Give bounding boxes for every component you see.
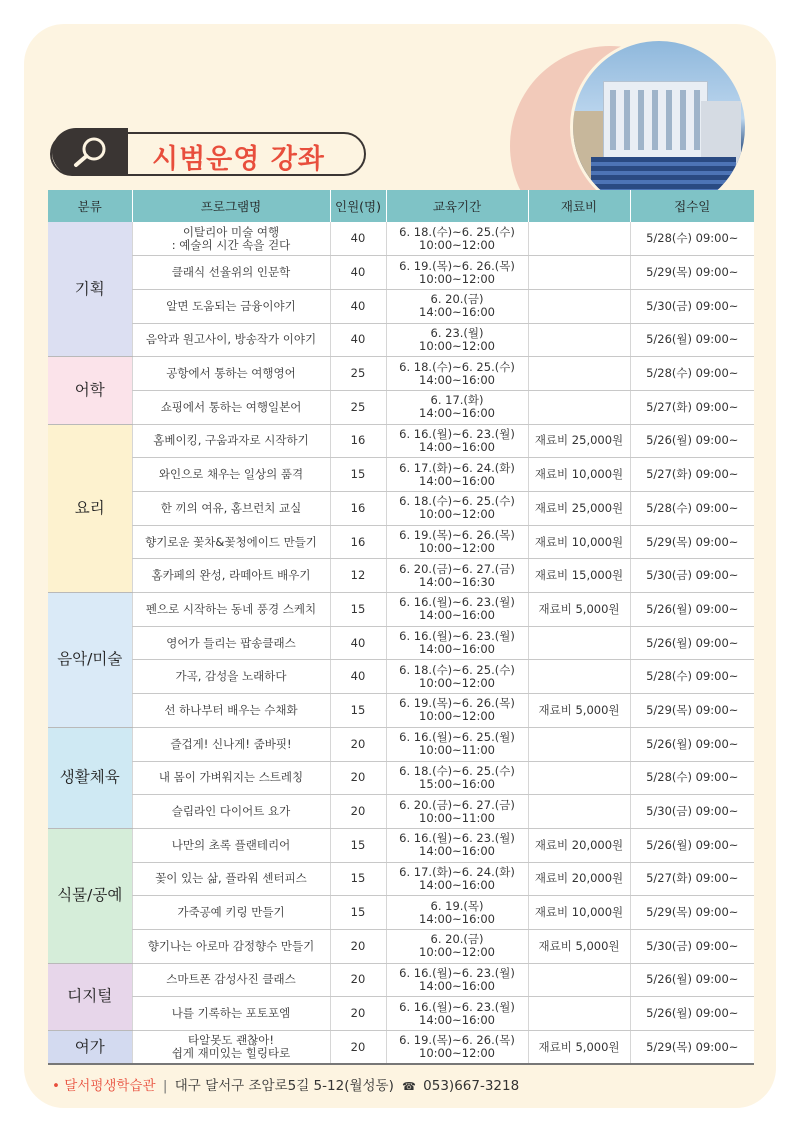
program-name <box>132 492 330 526</box>
material-fee <box>528 660 630 694</box>
period-line: 6. 17.(화) <box>430 393 484 408</box>
register-date: 5/26(월) 09:00~ <box>630 828 754 862</box>
table-row <box>48 896 754 930</box>
material-fee <box>528 289 630 323</box>
capacity: 40 <box>330 323 386 357</box>
footer-phone: 053)667-3218 <box>423 1078 520 1094</box>
period-line: 14:00~16:00 <box>419 439 495 454</box>
capacity: 40 <box>330 660 386 694</box>
capacity: 15 <box>330 896 386 930</box>
period <box>386 1031 528 1065</box>
category-cell: 기획 <box>48 222 132 357</box>
footer-organization: 달서평생학습관 <box>64 1078 156 1094</box>
material-fee: 재료비 10,000원 <box>528 525 630 559</box>
period-line: 14:00~16:00 <box>419 473 495 488</box>
register-date: 5/29(목) 09:00~ <box>630 694 754 728</box>
period <box>386 593 528 627</box>
register-date: 5/28(수) 09:00~ <box>630 492 754 526</box>
period <box>386 559 528 593</box>
period <box>386 492 528 526</box>
period <box>386 357 528 391</box>
table-row <box>48 357 754 391</box>
program-name <box>132 626 330 660</box>
category-cell: 어학 <box>48 357 132 424</box>
page-title: 시범운영 강좌 <box>152 144 325 175</box>
capacity: 40 <box>330 626 386 660</box>
period-line: 6. 17.(화)~6. 24.(화) <box>399 864 515 879</box>
period <box>386 963 528 997</box>
period-line: 14:00~16:00 <box>419 305 495 320</box>
period-line: 15:00~16:00 <box>419 776 495 791</box>
period <box>386 896 528 930</box>
period-line: 14:00~16:00 <box>419 844 495 859</box>
program-name <box>132 559 330 593</box>
program-name-line: 공항에서 통하는 여행영어 <box>166 366 296 381</box>
header-fee: 재료비 <box>528 190 630 222</box>
material-fee <box>528 963 630 997</box>
table-row <box>48 492 754 526</box>
period-line: 10:00~12:00 <box>419 507 495 522</box>
program-name <box>132 525 330 559</box>
category-cell: 요리 <box>48 424 132 592</box>
category-cell: 여가 <box>48 1031 132 1065</box>
header-period: 교육기간 <box>386 190 528 222</box>
phone-icon: ☎ <box>402 1080 416 1093</box>
period-line: 6. 16.(월)~6. 23.(월) <box>399 595 515 610</box>
table-row <box>48 593 754 627</box>
material-fee <box>528 626 630 660</box>
magnifier-icon <box>70 134 110 170</box>
header-program: 프로그램명 <box>132 190 330 222</box>
program-name-line: 영어가 들리는 팝송클래스 <box>166 635 296 650</box>
program-name-line: 나를 기록하는 포토포엠 <box>171 1006 291 1021</box>
program-name-line: 가곡, 감성을 노래하다 <box>175 669 287 684</box>
period <box>386 862 528 896</box>
program-name-line: 홈베이킹, 구움과자로 시작하기 <box>153 433 309 448</box>
material-fee <box>528 795 630 829</box>
material-fee: 재료비 20,000원 <box>528 828 630 862</box>
table-row <box>48 828 754 862</box>
period-line: 14:00~16:00 <box>419 978 495 993</box>
period <box>386 289 528 323</box>
capacity: 20 <box>330 727 386 761</box>
capacity: 20 <box>330 761 386 795</box>
table-row <box>48 761 754 795</box>
category-cell: 생활체육 <box>48 727 132 828</box>
table-row <box>48 559 754 593</box>
period-line: 6. 16.(월)~6. 25.(월) <box>399 730 515 745</box>
period-line: 10:00~12:00 <box>419 945 495 960</box>
period-line: 14:00~16:00 <box>419 1012 495 1027</box>
period-line: 6. 16.(월)~6. 23.(월) <box>399 426 515 441</box>
material-fee <box>528 357 630 391</box>
capacity: 16 <box>330 525 386 559</box>
period-line: 6. 17.(화)~6. 24.(화) <box>399 460 515 475</box>
period-line: 10:00~12:00 <box>419 675 495 690</box>
program-name <box>132 424 330 458</box>
footer-separator: | <box>162 1078 168 1094</box>
register-date: 5/30(금) 09:00~ <box>630 559 754 593</box>
capacity: 20 <box>330 929 386 963</box>
period <box>386 761 528 795</box>
period-line: 14:00~16:00 <box>419 608 495 623</box>
program-name <box>132 222 330 256</box>
capacity: 40 <box>330 222 386 256</box>
program-name-line: 쉽게 재미있는 힐링타로 <box>171 1046 291 1061</box>
program-name-line: 알면 도움되는 금융이야기 <box>166 298 296 313</box>
program-name <box>132 862 330 896</box>
period-line: 6. 20.(금)~6. 27.(금) <box>399 561 515 576</box>
period-line: 14:00~16:00 <box>419 406 495 421</box>
period <box>386 458 528 492</box>
table-row <box>48 795 754 829</box>
footer-address: 대구 달서구 조암로5길 5-12(월성동) <box>174 1078 394 1094</box>
program-name-line: 즐겁게! 신나게! 줌바핏! <box>170 736 292 751</box>
program-name <box>132 660 330 694</box>
program-name <box>132 896 330 930</box>
capacity: 15 <box>330 828 386 862</box>
register-date: 5/26(월) 09:00~ <box>630 593 754 627</box>
program-name <box>132 289 330 323</box>
period-line: 14:00~16:00 <box>419 642 495 657</box>
capacity: 20 <box>330 1031 386 1065</box>
program-name-line: 내 몸이 가벼워지는 스트레칭 <box>158 770 304 785</box>
register-date: 5/28(수) 09:00~ <box>630 222 754 256</box>
period-line: 6. 16.(월)~6. 23.(월) <box>399 629 515 644</box>
period-line: 6. 16.(월)~6. 23.(월) <box>399 965 515 980</box>
period-line: 6. 16.(월)~6. 23.(월) <box>399 831 515 846</box>
table-row <box>48 424 754 458</box>
register-date: 5/27(화) 09:00~ <box>630 458 754 492</box>
register-date: 5/26(월) 09:00~ <box>630 323 754 357</box>
capacity: 12 <box>330 559 386 593</box>
material-fee <box>528 761 630 795</box>
period <box>386 929 528 963</box>
period-line: 10:00~12:00 <box>419 271 495 286</box>
period <box>386 222 528 256</box>
period-line: 6. 23.(월) <box>430 325 484 340</box>
program-name-line: 향기나는 아로마 감정향수 만들기 <box>147 938 315 953</box>
table-row <box>48 390 754 424</box>
capacity: 25 <box>330 390 386 424</box>
table-row <box>48 963 754 997</box>
capacity: 15 <box>330 694 386 728</box>
capacity: 20 <box>330 997 386 1031</box>
capacity: 40 <box>330 256 386 290</box>
program-name-line: 클래식 선율위의 인문학 <box>171 265 291 280</box>
period <box>386 828 528 862</box>
capacity: 16 <box>330 492 386 526</box>
program-name <box>132 997 330 1031</box>
program-name <box>132 694 330 728</box>
program-name <box>132 1031 330 1065</box>
material-fee: 재료비 20,000원 <box>528 862 630 896</box>
program-name-line: 선 하나부터 배우는 수채화 <box>164 702 298 717</box>
header-capacity: 인원(명) <box>330 190 386 222</box>
table-header-row <box>48 190 754 222</box>
period-line: 6. 19.(목)~6. 26.(목) <box>399 696 515 711</box>
table-row <box>48 727 754 761</box>
period-line: 10:00~12:00 <box>419 1046 495 1061</box>
register-date: 5/26(월) 09:00~ <box>630 727 754 761</box>
period-line: 6. 16.(월)~6. 23.(월) <box>399 999 515 1014</box>
material-fee <box>528 323 630 357</box>
period <box>386 390 528 424</box>
material-fee <box>528 256 630 290</box>
table-row <box>48 458 754 492</box>
period-line: 6. 19.(목) <box>430 898 484 913</box>
material-fee: 재료비 5,000원 <box>528 593 630 627</box>
period <box>386 256 528 290</box>
period-line: 14:00~16:30 <box>419 574 495 589</box>
table-row <box>48 862 754 896</box>
program-name <box>132 727 330 761</box>
header-category: 분류 <box>48 190 132 222</box>
material-fee: 재료비 15,000원 <box>528 559 630 593</box>
program-name-line: 타알못도 괜찮아! <box>187 1033 275 1048</box>
period-line: 6. 18.(수)~6. 25.(수) <box>399 763 515 778</box>
register-date: 5/29(목) 09:00~ <box>630 1031 754 1065</box>
register-date: 5/26(월) 09:00~ <box>630 963 754 997</box>
material-fee <box>528 222 630 256</box>
material-fee: 재료비 5,000원 <box>528 694 630 728</box>
period-line: 6. 18.(수)~6. 25.(수) <box>399 494 515 509</box>
program-name-line: 와인으로 채우는 일상의 품격 <box>158 467 304 482</box>
period-line: 6. 19.(목)~6. 26.(목) <box>399 1033 515 1048</box>
table-row <box>48 694 754 728</box>
register-date: 5/28(수) 09:00~ <box>630 660 754 694</box>
register-date: 5/29(목) 09:00~ <box>630 896 754 930</box>
period-line: 14:00~16:00 <box>419 911 495 926</box>
period-line: 6. 19.(목)~6. 26.(목) <box>399 258 515 273</box>
register-date: 5/28(수) 09:00~ <box>630 761 754 795</box>
capacity: 15 <box>330 593 386 627</box>
period <box>386 997 528 1031</box>
capacity: 15 <box>330 862 386 896</box>
program-name <box>132 828 330 862</box>
header-register: 접수일 <box>630 190 754 222</box>
material-fee: 재료비 10,000원 <box>528 896 630 930</box>
period <box>386 626 528 660</box>
period-line: 10:00~11:00 <box>419 743 495 758</box>
schedule-table <box>48 190 754 1065</box>
program-name <box>132 390 330 424</box>
period-line: 6. 20.(금) <box>430 292 484 307</box>
register-date: 5/26(월) 09:00~ <box>630 626 754 660</box>
period-line: 10:00~11:00 <box>419 810 495 825</box>
program-name <box>132 357 330 391</box>
period <box>386 727 528 761</box>
period-line: 10:00~12:00 <box>419 541 495 556</box>
capacity: 15 <box>330 458 386 492</box>
program-name <box>132 593 330 627</box>
period-line: 14:00~16:00 <box>419 877 495 892</box>
title-icon-badge <box>52 128 128 176</box>
program-name-line: : 예술의 시간 속을 걷다 <box>171 237 291 252</box>
period-line: 6. 18.(수)~6. 25.(수) <box>399 662 515 677</box>
register-date: 5/27(화) 09:00~ <box>630 862 754 896</box>
table-row <box>48 660 754 694</box>
program-name <box>132 458 330 492</box>
table-body <box>48 222 754 1064</box>
material-fee: 재료비 25,000원 <box>528 424 630 458</box>
capacity: 25 <box>330 357 386 391</box>
category-cell: 디지털 <box>48 963 132 1030</box>
period <box>386 323 528 357</box>
footer-bullet: • <box>52 1078 60 1094</box>
capacity: 40 <box>330 289 386 323</box>
footer <box>52 1074 519 1094</box>
register-date: 5/26(월) 09:00~ <box>630 997 754 1031</box>
period <box>386 694 528 728</box>
register-date: 5/30(금) 09:00~ <box>630 795 754 829</box>
program-name <box>132 963 330 997</box>
period <box>386 424 528 458</box>
program-name-line: 한 끼의 여유, 홈브런치 교실 <box>160 500 302 515</box>
material-fee <box>528 997 630 1031</box>
register-date: 5/29(목) 09:00~ <box>630 256 754 290</box>
table-row <box>48 525 754 559</box>
program-name-line: 음악과 원고사이, 방송작가 이야기 <box>145 332 317 347</box>
program-name <box>132 323 330 357</box>
period-line: 10:00~12:00 <box>419 237 495 252</box>
register-date: 5/29(목) 09:00~ <box>630 525 754 559</box>
register-date: 5/30(금) 09:00~ <box>630 289 754 323</box>
table-row <box>48 323 754 357</box>
category-cell: 식물/공예 <box>48 828 132 963</box>
capacity: 20 <box>330 795 386 829</box>
period <box>386 795 528 829</box>
register-date: 5/28(수) 09:00~ <box>630 357 754 391</box>
program-name <box>132 256 330 290</box>
program-name <box>132 761 330 795</box>
register-date: 5/26(월) 09:00~ <box>630 424 754 458</box>
table-row <box>48 626 754 660</box>
period-line: 6. 18.(수)~6. 25.(수) <box>399 359 515 374</box>
material-fee: 재료비 25,000원 <box>528 492 630 526</box>
table-row <box>48 222 754 256</box>
program-name-line: 향기로운 꽃차&꽃청에이드 만들기 <box>145 534 317 549</box>
period <box>386 525 528 559</box>
program-name-line: 가죽공예 키링 만들기 <box>177 905 285 920</box>
program-name-line: 꽃이 있는 삶, 플라워 센터피스 <box>155 871 307 886</box>
table-row <box>48 929 754 963</box>
period-line: 6. 18.(수)~6. 25.(수) <box>399 224 515 239</box>
period-line: 10:00~12:00 <box>419 338 495 353</box>
table-row <box>48 1031 754 1065</box>
period-line: 14:00~16:00 <box>419 372 495 387</box>
category-cell: 음악/미술 <box>48 593 132 728</box>
table-row <box>48 997 754 1031</box>
program-name-line: 나만의 초록 플랜테리어 <box>171 837 291 852</box>
register-date: 5/30(금) 09:00~ <box>630 929 754 963</box>
material-fee: 재료비 5,000원 <box>528 1031 630 1065</box>
table-row <box>48 256 754 290</box>
register-date: 5/27(화) 09:00~ <box>630 390 754 424</box>
program-name <box>132 929 330 963</box>
material-fee <box>528 727 630 761</box>
program-name-line: 스마트폰 감성사진 클래스 <box>166 972 296 987</box>
material-fee: 재료비 10,000원 <box>528 458 630 492</box>
program-name-line: 슬림라인 다이어트 요가 <box>171 804 291 819</box>
program-name <box>132 795 330 829</box>
capacity: 20 <box>330 963 386 997</box>
program-name-line: 쇼핑에서 통하는 여행일본어 <box>160 399 302 414</box>
period-line: 6. 20.(금)~6. 27.(금) <box>399 797 515 812</box>
period-line: 6. 19.(목)~6. 26.(목) <box>399 528 515 543</box>
table-row <box>48 289 754 323</box>
program-name-line: 펜으로 시작하는 동네 풍경 스케치 <box>145 601 317 616</box>
program-name-line: 이탈리아 미술 여행 <box>182 224 280 239</box>
period <box>386 660 528 694</box>
material-fee: 재료비 5,000원 <box>528 929 630 963</box>
period-line: 10:00~12:00 <box>419 709 495 724</box>
program-name-line: 홈카페의 완성, 라떼아트 배우기 <box>151 568 311 583</box>
capacity: 16 <box>330 424 386 458</box>
period-line: 6. 20.(금) <box>430 932 484 947</box>
material-fee <box>528 390 630 424</box>
